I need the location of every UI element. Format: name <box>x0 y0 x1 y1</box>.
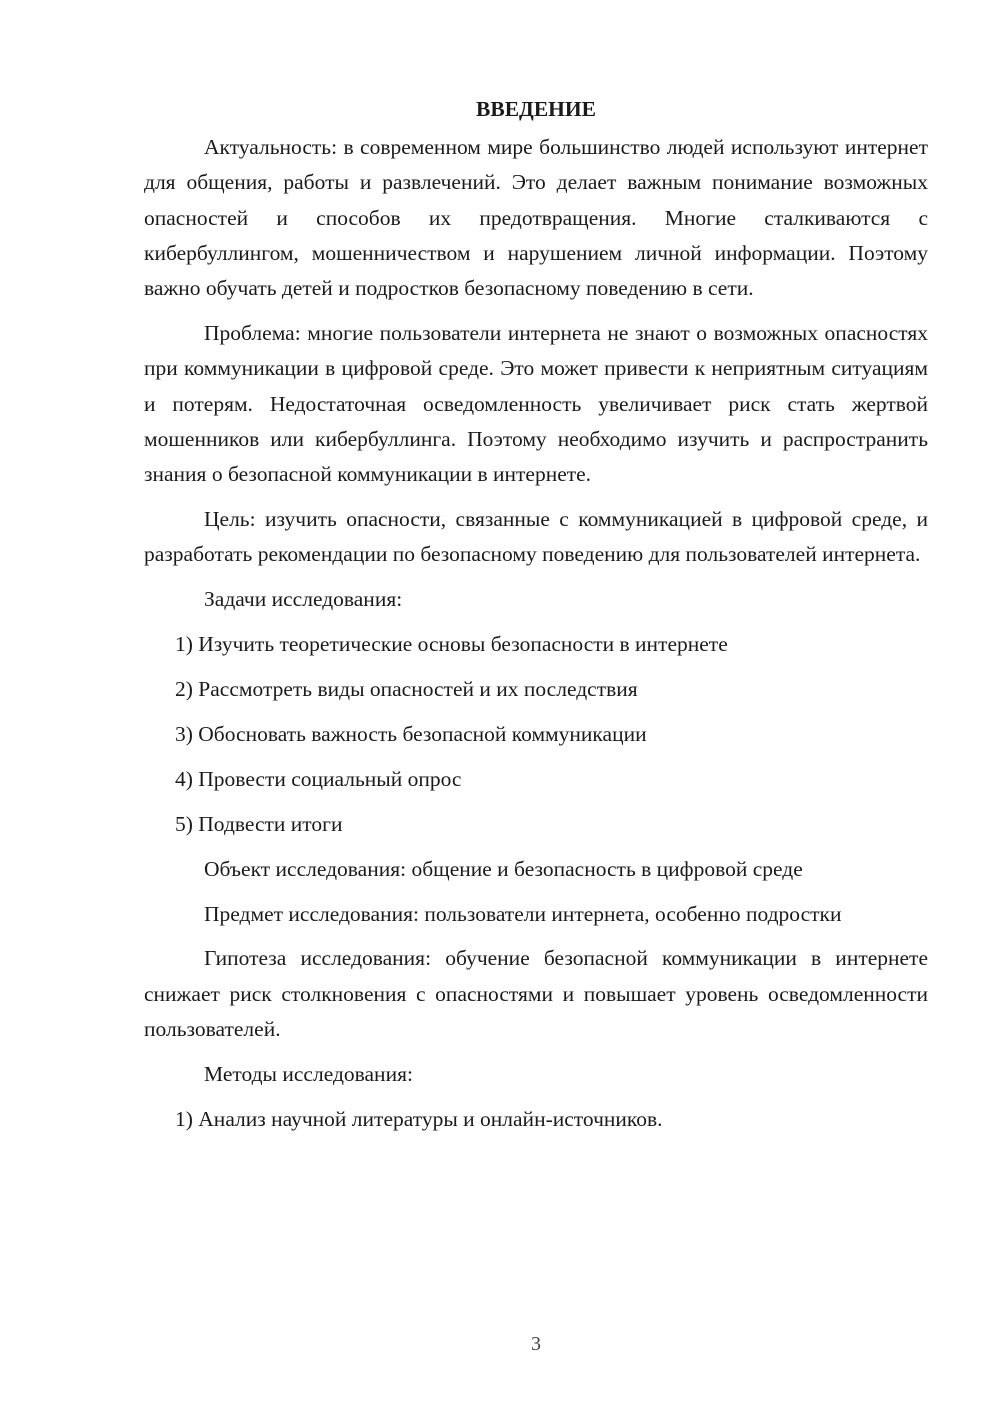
page-content <box>144 92 928 1147</box>
hypothesis-paragraph: Гипотеза исследования: обучение безопасной коммуникации в интернете снижает риск столкновения с опасностями и повышает уровень осведомленности пользователей. <box>144 946 928 1041</box>
section-heading: ВВЕДЕНИЕ <box>476 97 596 121</box>
task-item: 5) Подвести итоги <box>175 811 343 836</box>
tasks-title: Задачи исследования: <box>204 587 403 612</box>
problem-paragraph: Проблема: многие пользователи интернета не знают о возможных опасностях при коммуникации в цифровой среде. Это может привести к неприятным ситуациям и потерям. Недостаточная осведомленность увеличивает риск стать жертвой мошенников или кибербуллинга. Поэтому необходимо изучить и распространить знания о безопасной коммуникации в интернете. <box>144 320 928 487</box>
relevance-paragraph: Актуальность: в современном мире большинство людей используют интернет для общения, работы и развлечений. Это делает важным понимание возможных опасностей и способов их предотвращения. Многие сталкиваются с кибербуллингом, мошенничеством и нарушением личной информации. Поэтому важно обучать детей и подростков безопасному поведению в сети. <box>144 135 928 301</box>
task-item: 3) Обосновать важность безопасной коммуникации <box>175 721 647 746</box>
object-paragraph: Объект исследования: общение и безопасность в цифровой среде <box>204 856 803 881</box>
method-item: 1) Анализ научной литературы и онлайн-источников. <box>175 1106 663 1131</box>
page-number: 3 <box>531 1333 541 1355</box>
task-item: 2) Рассмотреть виды опасностей и их последствия <box>175 676 638 701</box>
subject-paragraph: Предмет исследования: пользователи интернета, особенно подростки <box>204 901 842 926</box>
goal-paragraph: Цель: изучить опасности, связанные с коммуникацией в цифровой среде, и разработать рекомендации по безопасному поведению для пользователей интернета. <box>144 506 928 567</box>
task-item: 1) Изучить теоретические основы безопасности в интернете <box>175 631 728 656</box>
task-item: 4) Провести социальный опрос <box>175 766 462 791</box>
methods-title: Методы исследования: <box>204 1061 413 1086</box>
